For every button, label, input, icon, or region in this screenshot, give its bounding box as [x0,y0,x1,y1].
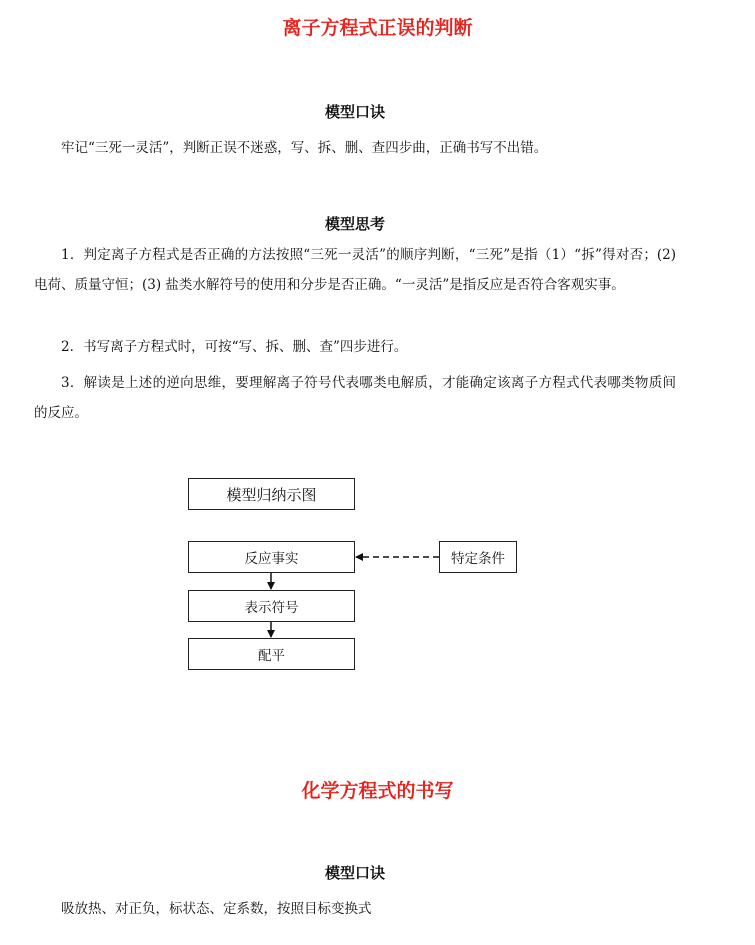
diagram-step-reaction: 反应事实 [244,551,299,567]
section2-title: 化学方程式的书写 [301,780,454,802]
section1-title: 离子方程式正误的判断 [282,17,473,39]
diagram-condition: 特定条件 [451,551,505,567]
section1-rhyme-text: 牢记“三死一灵活”，判断正误不迷惑，写、拆、删、查四步曲，正确书写不出错。 [61,140,548,156]
section1-thinking-heading: 模型思考 [324,215,385,233]
diagram-step-symbol: 表示符号 [244,600,299,616]
thinking-item-1: 1．判定离子方程式是否正确的方法按照“三死一灵活”的顺序判断，“三死”是指（1）“拆”得对否；(2) 电荷、质量守恒；(3) 盐类水解符号的使用和分步是否正确。“一灵活”是指反应是否符合客观实事。 [34,247,676,293]
section1-rhyme-heading: 模型口诀 [324,103,385,121]
diagram-step-balance: 配平 [258,648,285,664]
diagram-title: 模型归纳示图 [226,485,317,504]
section2-rhyme-heading: 模型口诀 [324,864,385,882]
thinking-item-2: 2．书写离子方程式时，可按“写、拆、删、查”四步进行。 [61,339,408,355]
thinking-item-3: 3．解读是上述的逆向思维，要理解离子符号代表哪类电解质，才能确定该离子方程式代表哪类物质间的反应。 [34,375,676,421]
section2-rhyme-text: 吸放热、对正负，标状态、定系数，按照目标变换式 [61,901,372,917]
